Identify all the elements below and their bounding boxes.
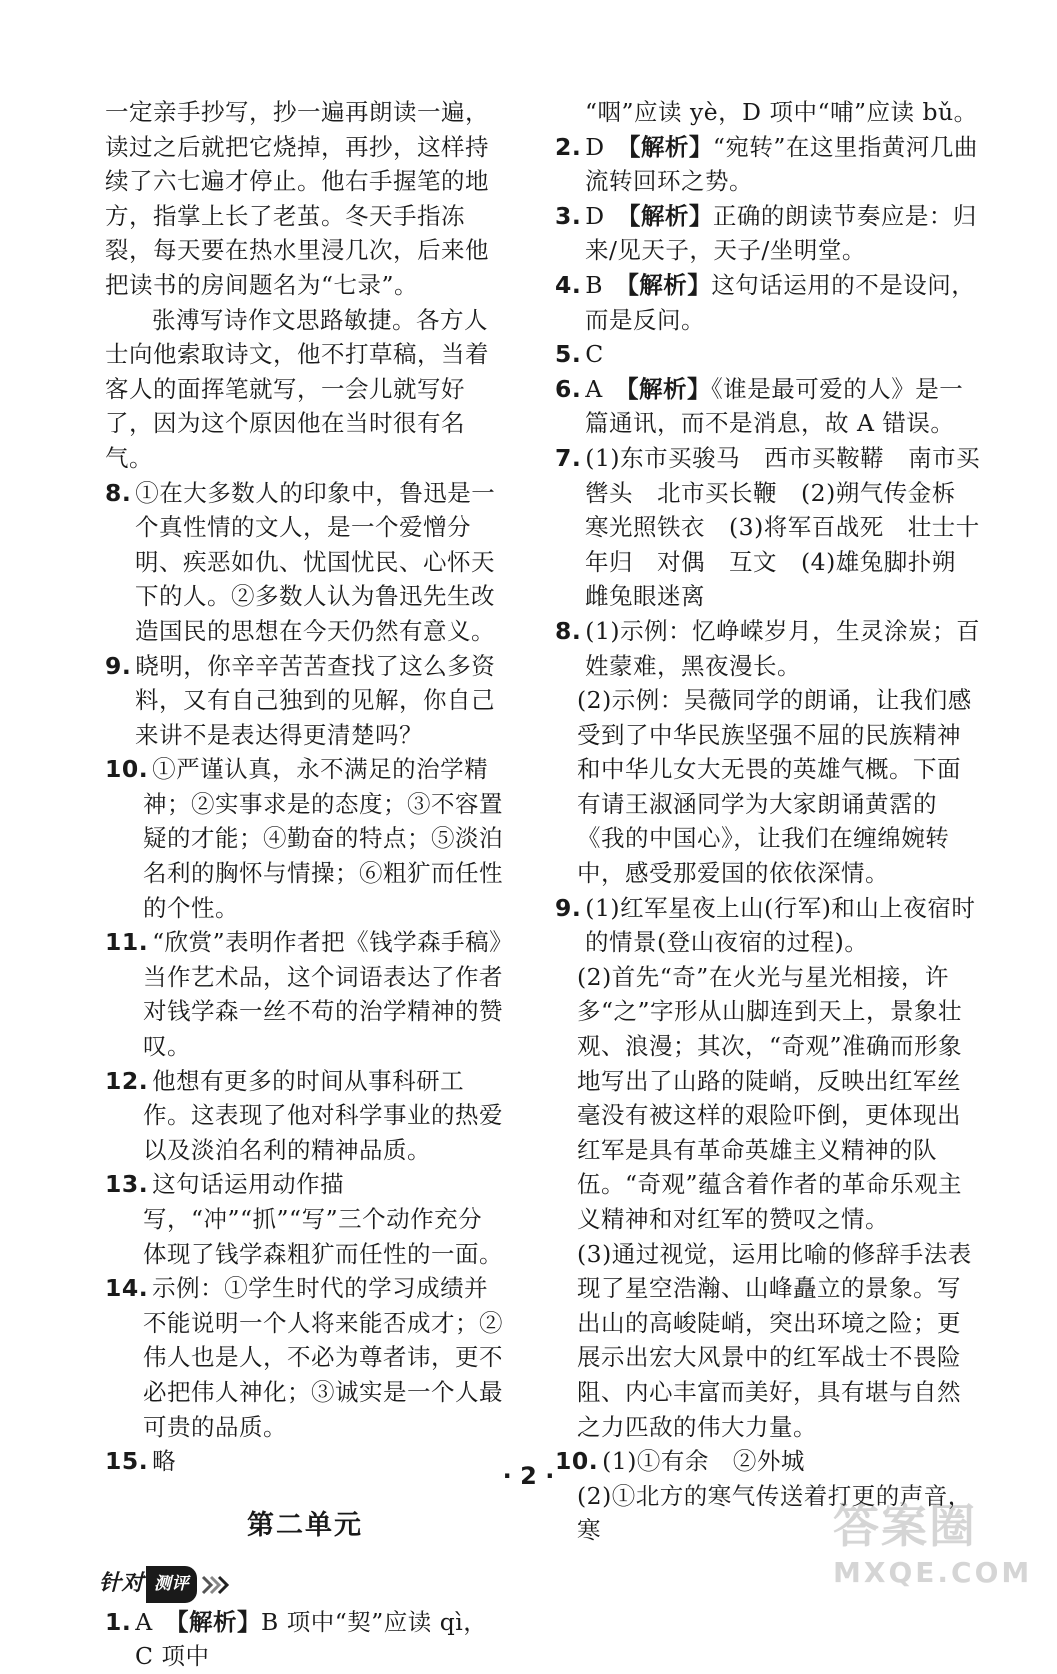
watermark-logo-text: 答案圈: [833, 1499, 977, 1553]
item-text: ①在大多数人的印象中，鲁迅是一个真性情的文人，是一个爱憎分明、疾恶如仇、忧国忧民、心怀天下的人。②多数人认为鲁迅先生改造国民的思想在今天仍然有意义。: [135, 478, 496, 645]
analysis-tag: 【解析】: [626, 374, 712, 403]
left-item: [105, 1064, 505, 1168]
right-item: [555, 130, 983, 199]
analysis-tag: 【解析】: [627, 270, 712, 299]
item-answer: D: [585, 132, 605, 161]
item-number: 3.: [555, 201, 582, 230]
item-number: 5.: [555, 340, 582, 369]
section-badge: [99, 1571, 231, 1599]
item-text: 他想有更多的时间从事科研工作。这表现了他对科学事业的热爱以及淡泊名利的精神品质。: [143, 1066, 503, 1164]
item-number: 13.: [105, 1170, 149, 1199]
item-number: 9.: [555, 893, 582, 922]
item-text: 这句话运用的不是设问，而是反问。: [585, 270, 976, 334]
watermark: [833, 1490, 1043, 1588]
left-item-1: [105, 1605, 505, 1674]
intro-paragraph-1: 一定亲手抄写，抄一遍再朗读一遍，读过之后就把它烧掉，再抄，这样持续了六七遍才停止。他右手握笔的地方，指掌上长了老茧。冬天手指冻裂，每天要在热水里浸几次，后来他把读书的房间题名为“七录”。: [105, 98, 489, 299]
analysis-tag: 【解析】: [628, 132, 713, 161]
right-column: [555, 95, 983, 1548]
item-text: (1)示例：忆峥嵘岁月，生灵涂炭；百姓蒙难，黑夜漫长。: [585, 616, 981, 680]
item-number: 6.: [555, 374, 582, 403]
analysis-tag: 【解析】: [176, 1607, 262, 1636]
item-number: 10.: [555, 1447, 599, 1476]
item-number: 1.: [105, 1607, 132, 1636]
item-number: 12.: [105, 1066, 149, 1095]
left-item: [105, 649, 505, 753]
item-9-part-2: (2)首先“奇”在火光与星光相接，许多“之”字形从山脚连到天上，景象壮观、浪漫；其次，“奇观”准确而形象地写出了山路的陡峭，反映出红军丝毫没有被这样的艰险吓倒，更体现出红军是具有革命英雄主义精神的队伍。“奇观”蕴含着作者的革命乐观主义精神和对红军的赞叹之情。: [577, 962, 963, 1233]
left-item: [105, 752, 505, 925]
item-number: 9.: [105, 651, 132, 680]
item-10-part-2: (2)①北方的寒气传送着打更的声音，寒: [577, 1481, 972, 1545]
item-answer: A: [585, 374, 603, 403]
left-answer-list: [105, 476, 505, 1479]
item-number: 2.: [555, 132, 582, 161]
item-text: (1)东市买骏马 西市买鞍鞯 南市买辔头 北市买长鞭 (2)朔气传金柝 寒光照铁衣 (3)将军百战死 壮士十年归 对偶 互文 (4)雄兔脚扑朔 雌兔眼迷离: [585, 443, 981, 611]
right-item: [555, 268, 983, 337]
left-item: [105, 476, 505, 649]
item-number: 10.: [105, 755, 149, 784]
analysis-tag: 【解析】: [628, 201, 713, 230]
item-number: 4.: [555, 270, 582, 299]
right-item: [555, 199, 983, 268]
left-item: [105, 1167, 505, 1271]
item-answer: B: [585, 270, 604, 299]
intro-paragraph-2: 张溥写诗作文思路敏捷。各方人士向他索取诗文，他不打草稿，当着客人的面挥笔就写，一会儿就写好了，因为这个原因他在当时很有名气。: [105, 305, 489, 472]
item-text: “欣赏”表明作者把《钱学森手稿》当作艺术品，这个词语表达了作者对钱学森一丝不苟的治学精神的赞叹。: [143, 928, 503, 1061]
item-answer: D: [585, 201, 605, 230]
item-text: 正确的朗读节奏应是：归来/见天子，天子/坐明堂。: [585, 201, 977, 265]
badge-label-2: 测评: [146, 1566, 197, 1603]
item-number: 15.: [105, 1447, 149, 1476]
item-number: 8.: [105, 478, 132, 507]
item-text: 这句话运用动作描写，“冲”“抓”“写”三个动作充分体现了钱学森粗犷而任性的一面。: [143, 1170, 503, 1268]
item-number: 8.: [555, 616, 582, 645]
unit-title: 第二单元: [247, 1509, 363, 1541]
item-8-part-2: (2)示例：吴薇同学的朗诵，让我们感受到了中华民族坚强不屈的民族精神和中华儿女大无畏的英雄气概。下面有请王淑涵同学为大家朗诵黄霑的《我的中国心》，让我们在缠绵婉转中，感受那爱国的依依深情。: [577, 686, 972, 888]
item-number: 7.: [555, 443, 582, 472]
chevron-arrows-icon: [201, 1575, 231, 1595]
item-text: 晓明，你辛辛苦苦查找了这么多资料，又有自己独到的见解，你自己来讲不是表达得更清楚吗？: [135, 651, 496, 749]
item-text: B 项中“契”应读 qì，C 项中: [135, 1607, 488, 1671]
right-item: [555, 337, 983, 372]
item-text: “宛转”在这里指黄河几曲流转回环之势。: [585, 132, 978, 196]
item-9-part-3: (3)通过视觉，运用比喻的修辞手法表现了星空浩瀚、山峰矗立的景象。写出山的高峻陡峭，突出环境之险；更展示出宏大风景中的红军战士不畏险阻、内心丰富而美好，具有堪与自然之力匹敌的伟大力量。: [577, 1239, 972, 1441]
badge-label-1: 针对: [99, 1571, 145, 1597]
right-answer-list: [555, 130, 983, 614]
item-text: 《谁是最可爱的人》是一篇通讯，而不是消息，故 A 错误。: [585, 374, 964, 438]
page-number: · 2 ·: [502, 1462, 555, 1490]
item-answer: C: [585, 340, 604, 369]
item-text: (1)①有余 ②外城: [602, 1447, 805, 1476]
item-text: 示例：①学生时代的学习成绩并不能说明一个人将来能否成才；②伟人也是人，不必为尊者讳，更不必把伟人神化；③诚实是一个人最可贵的品质。: [143, 1274, 503, 1441]
item-number: 11.: [105, 928, 149, 957]
right-item: [555, 441, 983, 614]
item-answer: A: [135, 1607, 153, 1636]
right-item-8: [555, 614, 983, 683]
item-number: 14.: [105, 1274, 149, 1303]
left-column: [99, 95, 505, 1674]
left-item: [105, 1271, 505, 1444]
item-text: (1)红军星夜上山(行军)和山上夜宿时的情景(登山夜宿的过程)。: [585, 893, 976, 957]
right-item: [555, 372, 983, 441]
right-item-9: [555, 891, 983, 960]
item-text: 略: [152, 1447, 177, 1476]
continued-text: “咽”应读 yè，D 项中“哺”应读 bǔ。: [585, 98, 978, 126]
watermark-url: MXQE.COM: [833, 1556, 1033, 1589]
item-text: ①严谨认真，永不满足的治学精神；②实事求是的态度；③不容置疑的才能；④勤奋的特点；⑤淡泊名利的胸怀与情操；⑥粗犷而任性的个性。: [143, 755, 503, 922]
left-item: [105, 925, 505, 1063]
